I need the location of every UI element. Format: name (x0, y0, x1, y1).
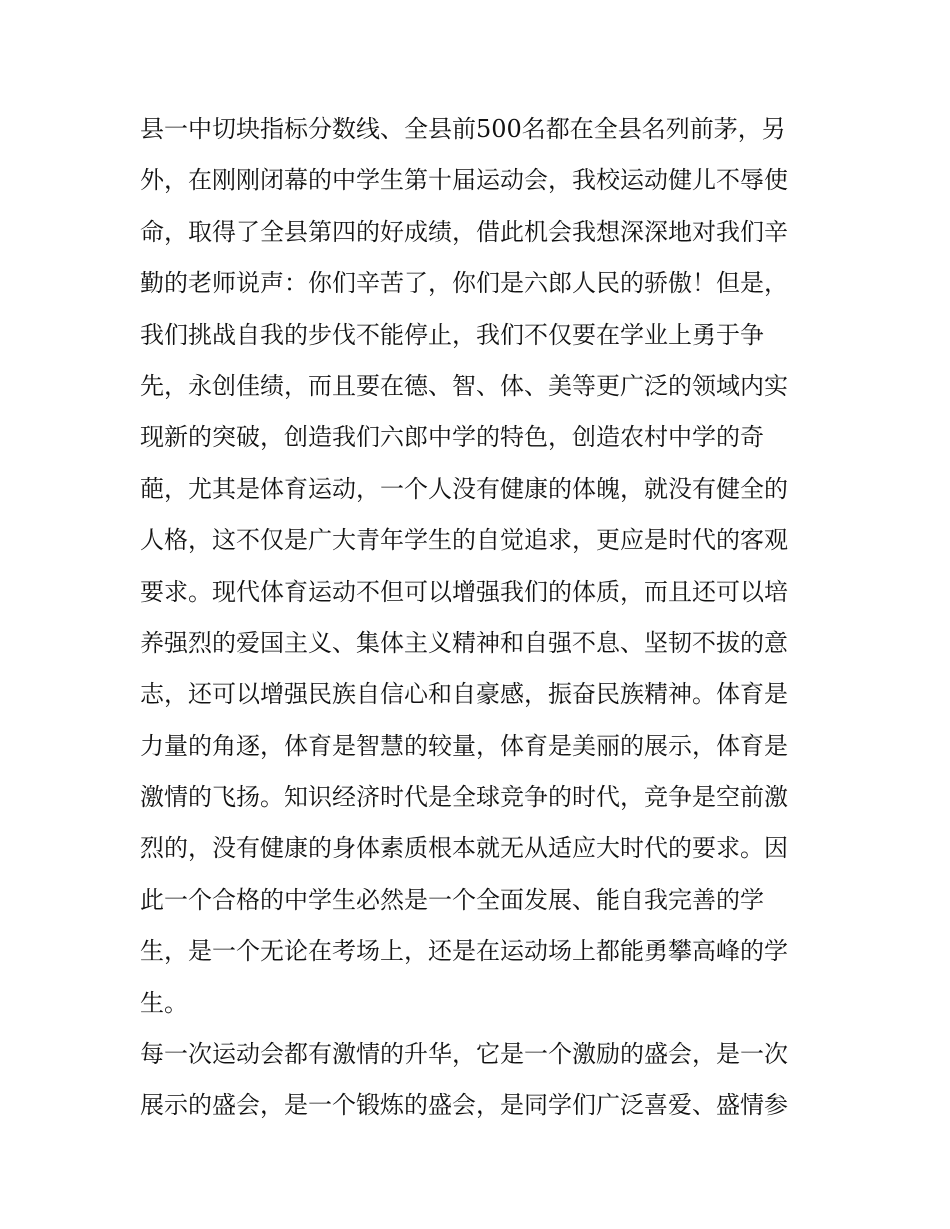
text-line: 命，取得了全县第四的好成绩，借此机会我想深深地对我们辛 (140, 217, 788, 246)
text-line: 生，是一个无论在考场上，还是在运动场上都能勇攀高峰的学 (140, 937, 788, 966)
text-line: 人格，这不仅是广大青年学生的自觉追求，更应是时代的客观 (140, 526, 788, 555)
text-line: 烈的，没有健康的身体素质根本就无从适应大时代的要求。因 (140, 834, 788, 863)
text-line: 现新的突破，创造我们六郎中学的特色，创造农村中学的奇 (140, 423, 764, 452)
text-line: 先，永创佳绩，而且要在德、智、体、美等更广泛的领域内实 (140, 371, 788, 400)
text-line: 力量的角逐，体育是智慧的较量，体育是美丽的展示，体育是 (140, 731, 788, 760)
text-line: 展示的盛会，是一个锻炼的盛会，是同学们广泛喜爱、盛情参 (140, 1091, 788, 1120)
text-line: 我们挑战自我的步伐不能停止，我们不仅要在学业上勇于争 (140, 320, 764, 349)
text-line: 葩，尤其是体育运动，一个人没有健康的体魄，就没有健全的 (140, 474, 788, 503)
text-line: 每一次运动会都有激情的升华，它是一个激励的盛会，是一次 (140, 1040, 788, 1069)
text-line: 县一中切块指标分数线、全县前500名都在全县名列前茅，另 (140, 115, 786, 143)
text-line: 生。 (140, 988, 188, 1017)
text-line: 激情的飞扬。知识经济时代是全球竞争的时代，竞争是空前激 (140, 783, 788, 812)
text-line: 要求。现代体育运动不但可以增强我们的体质，而且还可以培 (140, 577, 788, 606)
text-line: 此一个合格的中学生必然是一个全面发展、能自我完善的学 (140, 885, 764, 914)
text-line: 养强烈的爱国主义、集体主义精神和自强不息、坚韧不拔的意 (140, 628, 788, 657)
text-line: 勤的老师说声：你们辛苦了，你们是六郎人民的骄傲！但是， (140, 269, 788, 298)
text-line: 外，在刚刚闭幕的中学生第十届运动会，我校运动健儿不辱使 (140, 166, 788, 195)
text-line: 志，还可以增强民族自信心和自豪感，振奋民族精神。体育是 (140, 680, 788, 709)
body-text (140, 104, 820, 1132)
